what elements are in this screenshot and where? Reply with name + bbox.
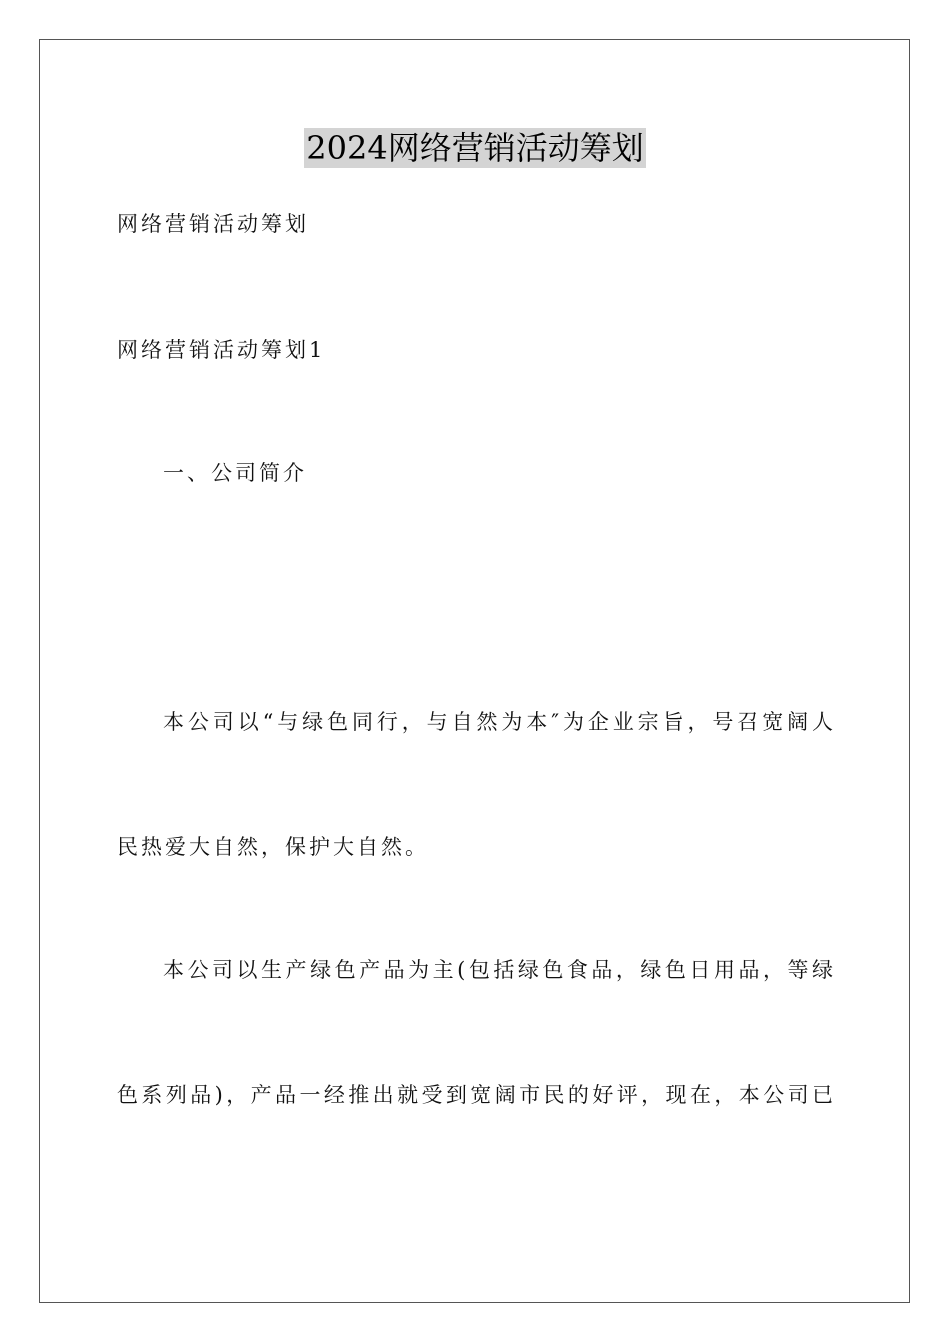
paragraph-line: 本公司以生产绿色产品为主(包括绿色食品，绿色日用品，等绿 bbox=[163, 958, 833, 982]
paragraph-line: 色系列品)，产品一经推出就受到宽阔市民的好评，现在，本公司已 bbox=[117, 1083, 833, 1107]
paragraph-line: 民热爱大自然，保护大自然。 bbox=[117, 835, 429, 859]
section-heading: 网络营销活动筹划1 bbox=[117, 338, 326, 362]
title-container bbox=[0, 128, 950, 168]
paragraph-line: 本公司以“与绿色同行，与自然为本″为企业宗旨，号召宽阔人 bbox=[163, 710, 833, 734]
subsection-heading: 一、公司简介 bbox=[163, 461, 307, 485]
subtitle-line: 网络营销活动筹划 bbox=[117, 212, 309, 236]
document-title: 2024网络营销活动筹划 bbox=[306, 129, 644, 167]
